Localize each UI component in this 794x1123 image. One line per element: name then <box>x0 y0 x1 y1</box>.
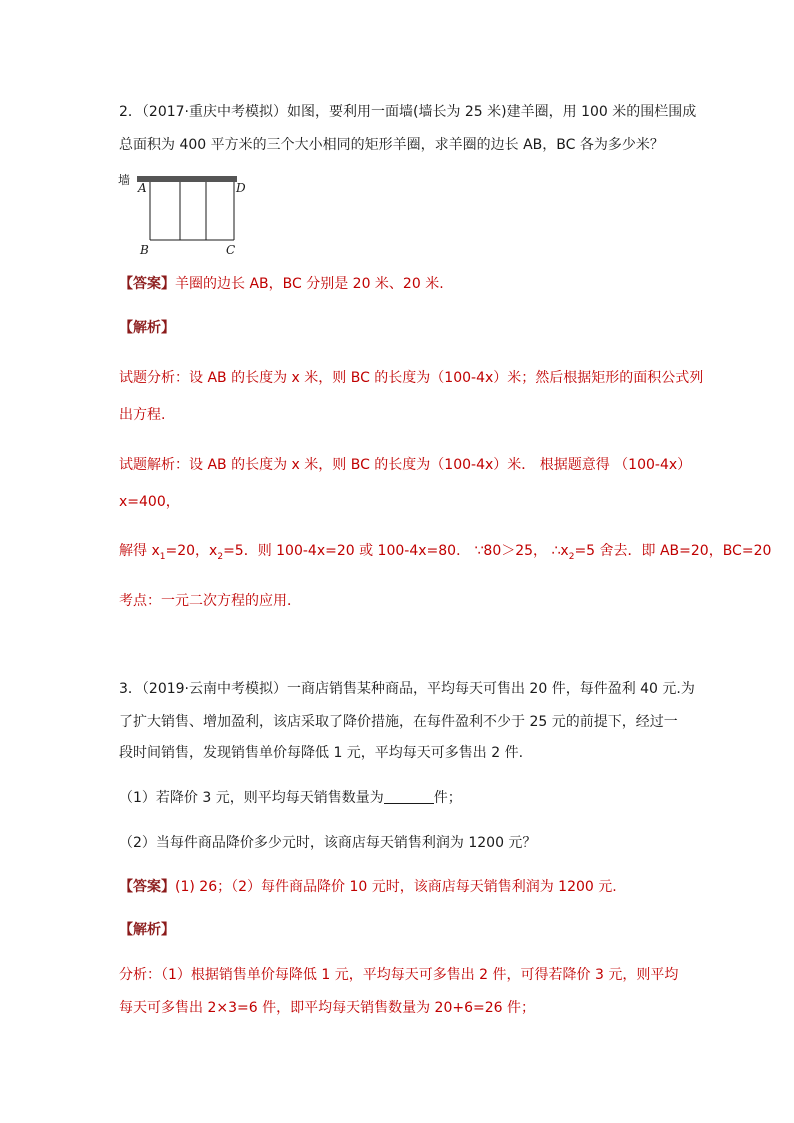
label-D: D <box>236 181 246 195</box>
answer-text: 羊圈的边长 AB，BC 分别是 20 米、20 米. <box>175 276 444 292</box>
label-B: B <box>140 243 149 257</box>
part-1-text: （1）若降价 3 元，则平均每天销售数量为 <box>119 790 384 806</box>
subscript: 1 <box>159 551 166 562</box>
question-2-line-2: 总面积为 400 平方米的三个大小相同的矩形羊圈，求羊圈的边长 AB，BC 各为多少米？ <box>119 137 664 153</box>
wall-label: 墙 <box>118 173 131 187</box>
question-3-part-2: （2）当每件商品降价多少元时，该商店每天销售利润为 1200 元？ <box>119 835 537 851</box>
question-3-line-1: 3．（2019·云南中考模拟）一商店销售某种商品，平均每天可售出 20 件，每件盈利 40 元.为 <box>119 681 695 697</box>
question-3-line-2: 了扩大销售、增加盈利，该店采取了降价措施，在每件盈利不少于 25 元的前提下，经过一 <box>119 714 678 730</box>
question-3-part-1 <box>119 788 462 808</box>
question-3-line-3: 段时间销售，发现销售单价每降低 1 元，平均每天可多售出 2 件. <box>119 745 524 761</box>
answer-text-3: (1) 26；（2）每件商品降价 10 元时，该商店每天销售利润为 1200 元. <box>175 879 617 895</box>
analysis-tag-3: 【解析】 <box>119 922 175 938</box>
solve-text: 解得 x <box>119 543 160 559</box>
analysis-line-1: 试题分析：设 AB 的长度为 x 米，则 BC 的长度为（100-4x）米；然后根据矩形的面积公式列 <box>119 370 704 386</box>
solve-text: =5 舍去．即 AB=20，BC=20 <box>574 543 772 559</box>
part-1-suffix: 件； <box>433 790 462 806</box>
wall <box>137 176 237 182</box>
subscript: 2 <box>568 551 575 562</box>
question-2-line-1: 2．（2017·重庆中考模拟）如图，要利用一面墙(墙长为 25 米)建羊圈，用 100 米的围栏围成 <box>119 104 697 120</box>
answer-line <box>119 274 444 294</box>
answer-blank <box>384 789 434 804</box>
analysis-line-2: 出方程. <box>119 407 166 423</box>
analysis-3-line-2: 每天可多售出 2×3=6 件，即平均每天销售数量为 20+6=26 件； <box>119 1000 535 1016</box>
analysis-tag: 【解析】 <box>119 320 175 336</box>
solve-text: =5．则 100-4x=20 或 100-4x=80． ∵80＞25， ∴x <box>223 543 569 559</box>
answer-tag-3: 【答案】 <box>119 879 175 895</box>
analysis-line-5 <box>119 541 771 567</box>
solve-text: =20，x <box>165 543 218 559</box>
label-A: A <box>138 181 147 195</box>
analysis-3-line-1: 分析：（1）根据销售单价每降低 1 元，平均每天可多售出 2 件，可得若降价 3 元，则平均 <box>119 967 679 983</box>
label-C: C <box>226 243 236 257</box>
analysis-line-3: 试题解析：设 AB 的长度为 x 米，则 BC 的长度为（100-4x）米． 根据题意得 （100-4x） <box>119 457 692 473</box>
answer-line-3 <box>119 877 617 897</box>
sheep-pen-figure <box>112 170 262 260</box>
subscript: 2 <box>217 551 224 562</box>
answer-tag: 【答案】 <box>119 276 175 292</box>
knowledge-point: 考点：一元二次方程的应用． <box>119 593 301 609</box>
analysis-line-4: x=400， <box>119 494 180 510</box>
